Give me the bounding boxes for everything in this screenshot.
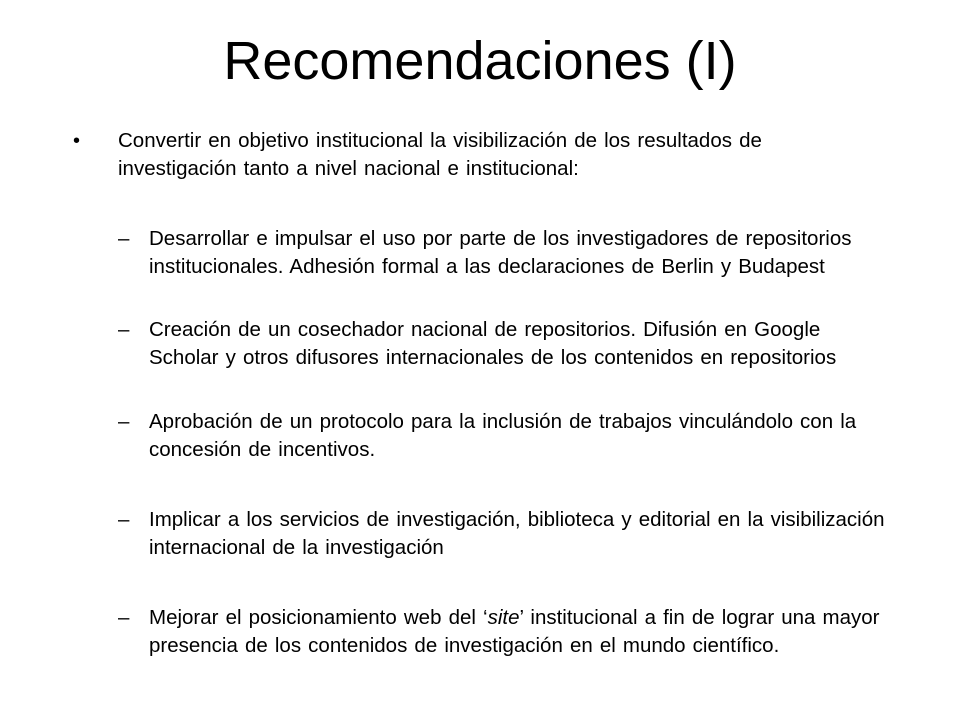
sub-point-text: Desarrollar e impulsar el uso por parte de los investigadores de repositorios institucionales. Adhesión formal a las declaraciones de Berlin y Budapest [149, 227, 852, 278]
sub-point-text-end: ’ institucional a fin de lograr una mayor presencia de los contenidos de investigación en el mundo científico. [149, 606, 880, 657]
dash-marker: – [118, 508, 130, 531]
sub-point [118, 604, 894, 660]
sub-point-text [149, 606, 880, 657]
dash-marker: – [118, 410, 130, 433]
italic-site-word: site [487, 606, 520, 629]
sub-point [118, 316, 894, 372]
dash-marker: – [118, 606, 130, 629]
sub-point-text: Aprobación de un protocolo para la inclusión de trabajos vinculándolo con la concesión de incentivos. [149, 410, 857, 461]
sub-point [118, 506, 894, 562]
dash-marker: – [118, 318, 130, 341]
main-bullet-point [73, 127, 858, 183]
sub-point-text-start: Mejorar el posicionamiento web del ‘ [149, 606, 488, 629]
sub-point-text: Creación de un cosechador nacional de repositorios. Difusión en Google Scholar y otros difusores internacionales de los contenidos en repositorios [149, 318, 837, 369]
bullet-marker: • [73, 130, 81, 152]
main-bullet-text: Convertir en objetivo institucional la visibilización de los resultados de investigación tanto a nivel nacional e institucional: [118, 129, 762, 180]
dash-marker: – [118, 227, 130, 250]
sub-point [118, 408, 894, 464]
slide-title: Recomendaciones (I) [223, 31, 737, 91]
sub-point-text: Implicar a los servicios de investigación, biblioteca y editorial en la visibilización internacional de la investigación [149, 508, 885, 559]
sub-point [118, 225, 894, 281]
